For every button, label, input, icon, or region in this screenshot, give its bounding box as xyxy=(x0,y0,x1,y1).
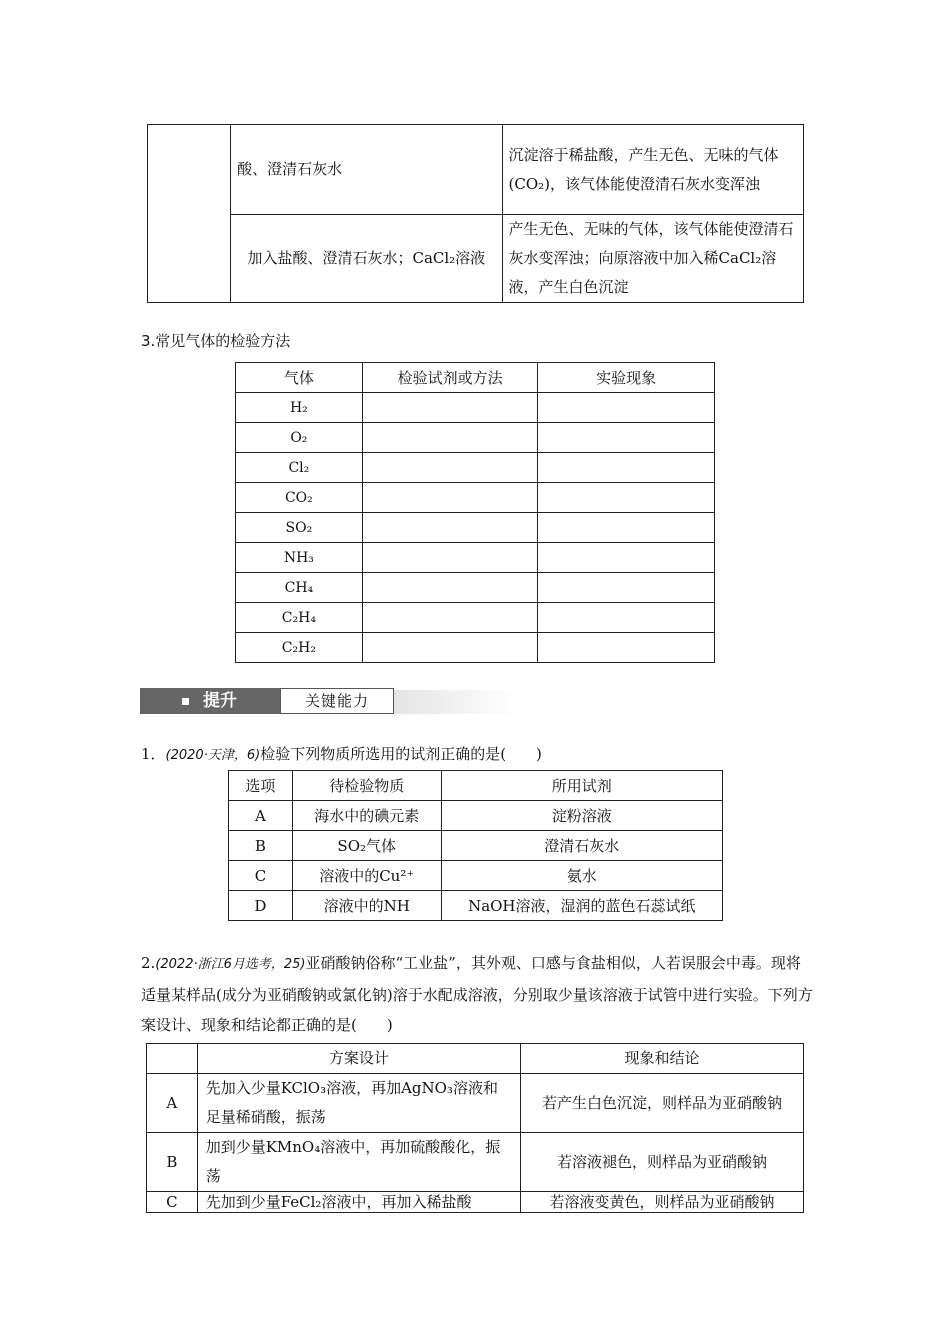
table-row xyxy=(229,891,723,921)
blank-cell xyxy=(538,393,715,423)
section-banner xyxy=(140,686,517,718)
conclusion-cell: 若产生白色沉淀，则样品为亚硝酸钠 xyxy=(521,1074,804,1133)
column-header: 方案设计 xyxy=(197,1044,520,1074)
substance-cell: 溶液中的Cu²⁺ xyxy=(292,861,441,891)
blank-cell xyxy=(538,633,715,663)
gas-cell: H₂ xyxy=(236,393,363,423)
blank-cell xyxy=(362,513,538,543)
design-cell: 先加到少量FeCl₂溶液中，再加入稀盐酸 xyxy=(197,1192,520,1213)
question-1 xyxy=(141,739,542,771)
reagent-cell: NaOH溶液，湿润的蓝色石蕊试纸 xyxy=(441,891,722,921)
blank-cell xyxy=(362,603,538,633)
table-row xyxy=(236,603,715,633)
conclusion-cell: 若溶液褪色，则样品为亚硝酸钠 xyxy=(521,1133,804,1192)
option-cell: C xyxy=(229,861,293,891)
reagent-cell: 酸、澄清石灰水 xyxy=(231,125,502,215)
table-row xyxy=(147,1074,804,1133)
blank-cell xyxy=(538,513,715,543)
design-cell: 加到少量KMnO₄溶液中，再加硫酸酸化，振荡 xyxy=(197,1133,520,1192)
square-bullet-icon xyxy=(182,698,189,705)
gas-cell: Cl₂ xyxy=(236,453,363,483)
column-header xyxy=(147,1044,198,1074)
blank-cell xyxy=(362,633,538,663)
gas-cell: SO₂ xyxy=(236,513,363,543)
blank-cell xyxy=(538,573,715,603)
question-1-table xyxy=(228,770,723,921)
question-source: (2020·天津，6) xyxy=(165,748,261,763)
section-title: 3.常见气体的检验方法 xyxy=(141,332,291,350)
table-row xyxy=(148,125,804,215)
reagent-cell: 澄清石灰水 xyxy=(441,831,722,861)
substance-cell: 溶液中的NH xyxy=(292,891,441,921)
banner-label-dark: 提升 xyxy=(140,688,280,714)
column-header: 现象和结论 xyxy=(521,1044,804,1074)
option-cell: D xyxy=(229,891,293,921)
gas-test-table xyxy=(235,362,715,663)
substance-cell: 海水中的碘元素 xyxy=(292,801,441,831)
column-header: 待检验物质 xyxy=(292,771,441,801)
phenomenon-cell: 沉淀溶于稀盐酸，产生无色、无味的气体(CO₂)，该气体能使澄清石灰水变浑浊 xyxy=(502,125,803,215)
table-row xyxy=(148,215,804,303)
table-row xyxy=(236,483,715,513)
column-header: 选项 xyxy=(229,771,293,801)
option-cell: A xyxy=(229,801,293,831)
blank-cell xyxy=(538,603,715,633)
reagent-cell: 淀粉溶液 xyxy=(441,801,722,831)
blank-cell xyxy=(362,393,538,423)
continuation-table xyxy=(147,124,804,303)
table-row xyxy=(229,831,723,861)
reagent-cell: 加入盐酸、澄清石灰水；CaCl₂溶液 xyxy=(231,215,502,303)
question-number: 2. xyxy=(141,954,156,972)
question-text: 检验下列物质所选用的试剂正确的是( ) xyxy=(260,745,542,763)
table-row xyxy=(236,543,715,573)
gas-cell: C₂H₄ xyxy=(236,603,363,633)
phenomenon-cell: 产生无色、无味的气体，该气体能使澄清石灰水变浑浊；向原溶液中加入稀CaCl₂溶液，产生白色沉淀 xyxy=(502,215,803,303)
option-cell: B xyxy=(229,831,293,861)
column-header: 气体 xyxy=(236,363,363,393)
conclusion-cell: 若溶液变黄色，则样品为亚硝酸钠 xyxy=(521,1192,804,1213)
table-cell-empty xyxy=(148,125,231,303)
column-header: 实验现象 xyxy=(538,363,715,393)
banner-label-light: 关键能力 xyxy=(280,688,394,714)
blank-cell xyxy=(362,453,538,483)
gas-cell: NH₃ xyxy=(236,543,363,573)
table-row xyxy=(236,423,715,453)
gas-cell: O₂ xyxy=(236,423,363,453)
blank-cell xyxy=(362,573,538,603)
gas-cell: CO₂ xyxy=(236,483,363,513)
option-cell: A xyxy=(147,1074,198,1133)
table-row xyxy=(147,1192,804,1213)
table-row xyxy=(236,453,715,483)
table-row xyxy=(236,633,715,663)
table-row xyxy=(236,573,715,603)
table-header-row xyxy=(147,1044,804,1074)
question-text: 亚硝酸钠俗称“工业盐”，其外观、口感与食盐相似，人若误服会中毒。现将适量某样品(成分为亚硝酸钠或氯化钠)溶于水配成溶液，分别取少量该溶液于试管中进行实验。下列方案设计、现象和结论都正确的是( ) xyxy=(141,954,813,1034)
gas-cell: C₂H₂ xyxy=(236,633,363,663)
blank-cell xyxy=(538,453,715,483)
blank-cell xyxy=(362,423,538,453)
column-header: 所用试剂 xyxy=(441,771,722,801)
reagent-cell: 氨水 xyxy=(441,861,722,891)
option-cell: C xyxy=(147,1192,198,1213)
blank-cell xyxy=(538,483,715,513)
blank-cell xyxy=(538,543,715,573)
blank-cell xyxy=(538,423,715,453)
option-cell: B xyxy=(147,1133,198,1192)
blank-cell xyxy=(362,483,538,513)
table-row xyxy=(236,393,715,423)
table-row xyxy=(147,1133,804,1192)
table-header-row xyxy=(236,363,715,393)
blank-cell xyxy=(362,543,538,573)
question-2-table xyxy=(146,1043,804,1213)
question-2 xyxy=(141,948,813,1040)
question-number: 1． xyxy=(141,745,166,763)
design-cell: 先加入少量KClO₃溶液，再加AgNO₃溶液和足量稀硝酸，振荡 xyxy=(197,1074,520,1133)
gas-cell: CH₄ xyxy=(236,573,363,603)
substance-cell: SO₂气体 xyxy=(292,831,441,861)
column-header: 检验试剂或方法 xyxy=(362,363,538,393)
question-source: (2022·浙江6月选考，25) xyxy=(155,957,306,972)
table-header-row xyxy=(229,771,723,801)
table-row xyxy=(229,801,723,831)
table-row xyxy=(229,861,723,891)
table-row xyxy=(236,513,715,543)
